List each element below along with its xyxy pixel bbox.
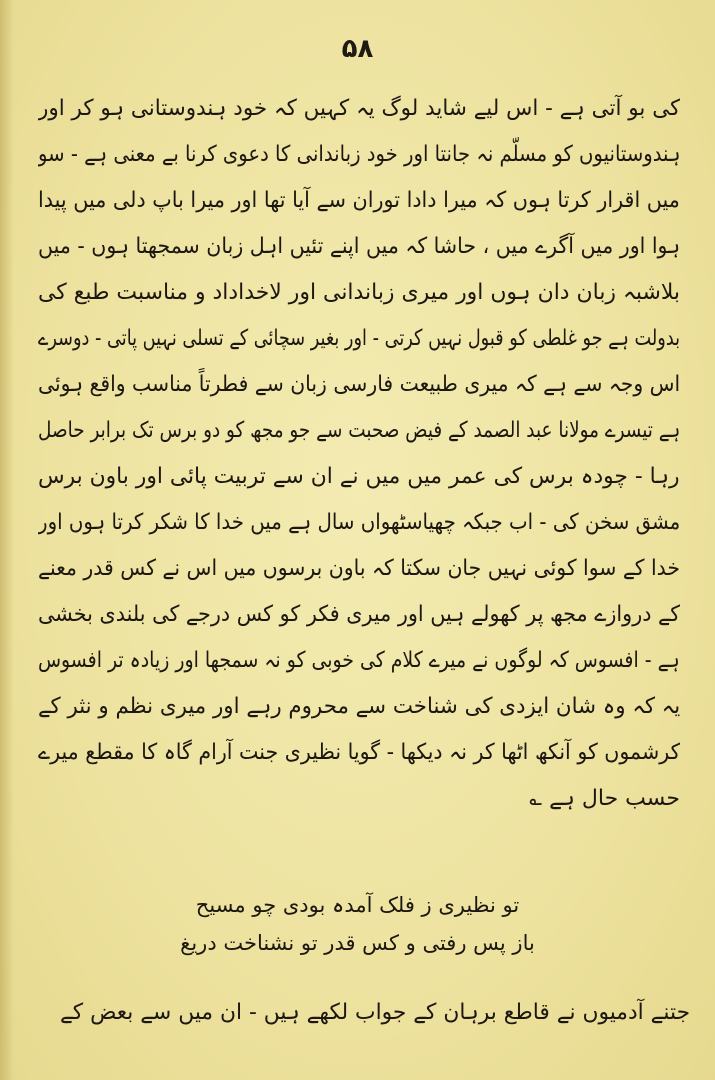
body-line: مشق سخن کی - اب جبکہ چھیاسٹھواں سال ہے میں خدا کا شکر کرتا ہوں اور <box>38 510 680 535</box>
body-line: کے دروازے مجھ پر کھولے ہیں اور میری فکر کو کس درجے کی بلندی بخشی <box>38 602 680 627</box>
page-number: ۵۸ <box>341 34 374 64</box>
couplet-verse: باز پس رفتی و کس قدر تو نشناخت دریغ <box>180 931 535 955</box>
body-line: یہ کہ وہ شان ایزدی کی شناخت سے محروم رہے اور میری نظم و نثر کے <box>38 694 680 719</box>
body-line: حسب حال ہے ؎ <box>529 786 680 811</box>
body-line: خدا کے سوا کوئی نہیں جان سکتا کہ باون برسوں میں اس نے کس قدر معنے <box>38 556 680 581</box>
body-line: ہوا اور میں آگرے میں ، حاشا کہ میں اپنے تئیں اہل زبان سمجھتا ہوں - میں <box>38 234 680 259</box>
body-line: بدولت ہے جو غلطی کو قبول نہیں کرتی - اور بغیر سچائی کے تسلی نہیں پاتی - دوسرے <box>38 326 680 351</box>
body-line: بلاشبہ زبان دان ہوں اور میری زباندانی اور لاخداداد و مناسبت طبع کی <box>38 280 680 305</box>
persian-couplet <box>0 886 715 962</box>
body-line: کرشموں کو آنکھ اٹھا کر نہ دیکھا - گویا نظیری جنت آرام گاہ کا مقطع میرے <box>38 740 680 765</box>
body-line: کی بو آتی ہے - اس لیے شاید لوگ یہ کہیں کہ خود ہندوستانی ہو کر اور <box>38 96 680 121</box>
body-line: رہا - چودہ برس کی عمر میں میں نے ان سے تربیت پائی اور باون برس <box>38 464 680 489</box>
body-line: ہندوستانیوں کو مسلّم نہ جانتا اور خود زباندانی کا دعوی کرنا بے معنی ہے - سو <box>38 142 680 167</box>
couplet-verse: تو نظیری ز فلک آمدہ بودی چو مسیح <box>195 893 520 917</box>
body-line: ہے - افسوس کہ لوگوں نے میرے کلام کی خوبی کو نہ سمجھا اور زیادہ تر افسوس <box>38 648 680 673</box>
body-line: ہے تیسرے مولانا عبد الصمد کے فیض صحبت سے جو مجھ کو دو برس تک برابر حاصل <box>38 418 680 443</box>
body-text <box>38 86 680 822</box>
body-line: میں اقرار کرتا ہوں کہ میرا دادا توران سے آیا تھا اور میرا باپ دلی میں پیدا <box>38 188 680 213</box>
footer-text-line: جتنے آدمیوں نے قاطع برہان کے جواب لکھے ہیں - ان میں سے بعض کے <box>60 1000 690 1025</box>
body-line: اس وجہ سے ہے کہ میری طبیعت فارسی زبان سے فطرتاً مناسب واقع ہوئی <box>38 372 680 397</box>
